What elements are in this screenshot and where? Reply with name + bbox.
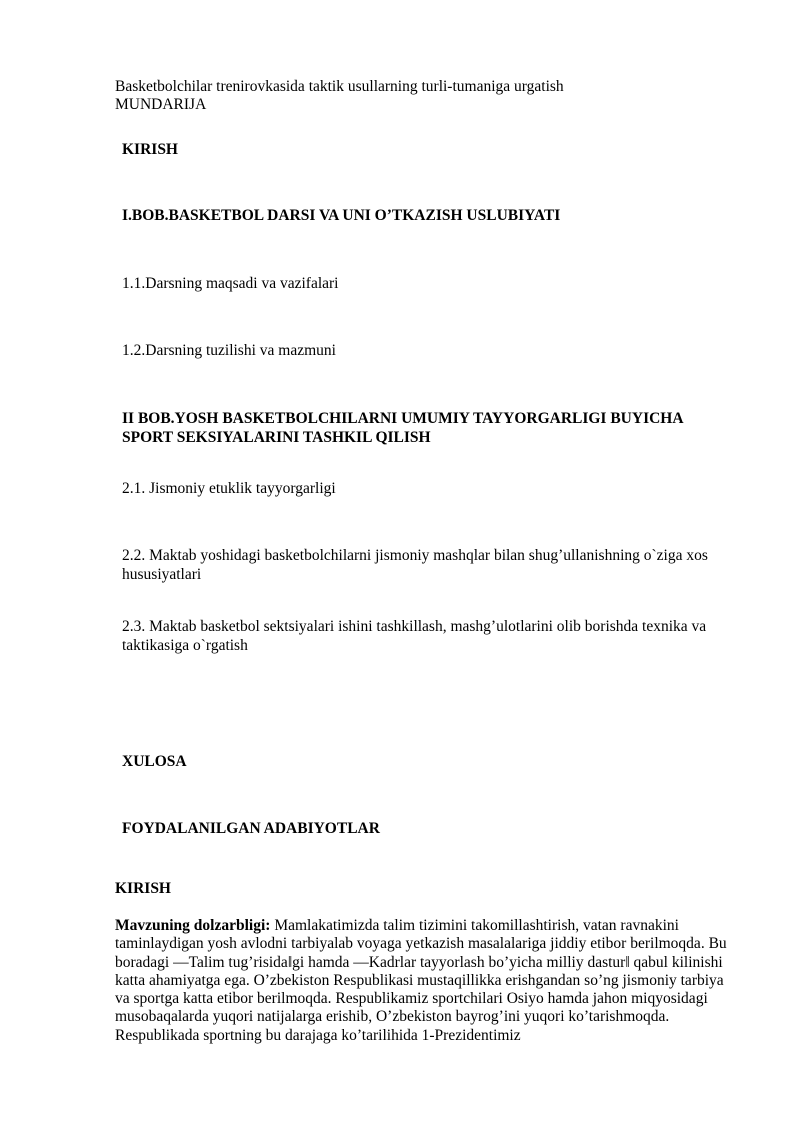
toc-item-1-1: 1.1.Darsning maqsadi va vazifalari [122, 275, 339, 292]
contents-heading: MUNDARIJA [115, 96, 207, 113]
toc-item-xulosa: XULOSA [122, 753, 187, 770]
toc-item-references: FOYDALANILGAN ADABIYOTLAR [122, 820, 380, 837]
toc-item-chapter-1: I.BOB.BASKETBOL DARSI VA UNI O’TKAZISH USLUBIYATI [122, 207, 561, 224]
toc-item-chapter-2: II BOB.YOSH BASKETBOLCHILARNI UMUMIY TAYYORGARLIGI BUYICHA SPORT SEKSIYALARINI TASHKIL QILISH [122, 410, 683, 446]
document-title: Basketbolchilar trenirovkasida taktik usullarning turli-tumaniga urgatish [115, 78, 564, 95]
toc-item-kirish: KIRISH [122, 141, 178, 158]
section-heading: KIRISH [115, 880, 171, 897]
toc-item-2-2: 2.2. Maktab yoshidagi basketbolchilarni jismoniy mashqlar bilan shug’ullanishning o`ziga xos hususiyatlari [122, 547, 708, 583]
intro-lead: Mavzuning dolzarbligi: [115, 917, 271, 934]
toc-item-2-3: 2.3. Maktab basketbol sektsiyalari ishini tashkillash, mashg’ulotlarini olib borishda texnika va taktikasiga o`rgatish [122, 618, 707, 654]
intro-text: Mamlakatimizda talim tizimini takomillashtirish, vatan ravnakini taminlaydigan yosh avlodni tarbiyalab voyaga yetkazish masalalariga jiddiy etibor berilmoqda. Bu boradagi ―Talim tug’risida‖gi hamda ―Kadrlar tayyorlash bo’yicha milliy dastur‖ qabul kilinishi katta ahamiyatga ega. O’zbekiston Respublikasi mustaqillikka erishgandan so’ng jismoniy tarbiya va sportga katta etibor berilmoqda. Respublikamiz sportchilari Osiyo hamda jahon miqyosidagi musobaqalarda yuqori natijalarga erishib, O’zbekiston bayrog’ini yuqori ko’tarishmoqda. Respublikada sportning bu darajaga ko’tarilihida 1-Prezidentimiz [115, 917, 727, 1044]
intro-paragraph [115, 917, 735, 1045]
toc-item-1-2: 1.2.Darsning tuzilishi va mazmuni [122, 342, 336, 359]
toc-item-2-1: 2.1. Jismoniy etuklik tayyorgarligi [122, 480, 336, 497]
